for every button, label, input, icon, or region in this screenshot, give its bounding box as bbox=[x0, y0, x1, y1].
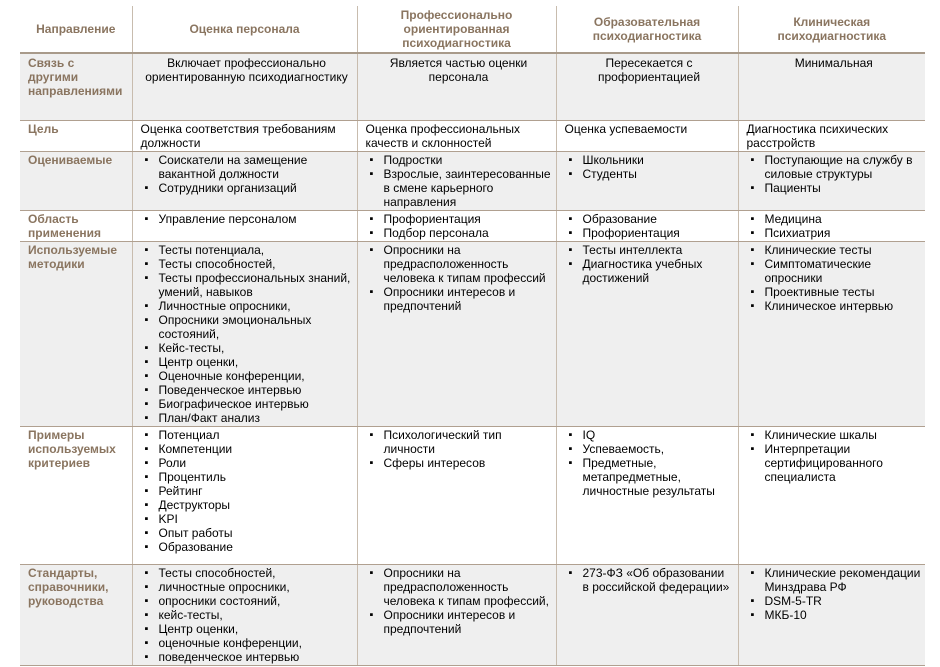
bullet-list bbox=[565, 153, 734, 181]
table-cell bbox=[556, 427, 738, 565]
list-item: ▪ Тесты потенциала, bbox=[141, 243, 353, 257]
header-professional-psychodiagnostics: Профессионально ориентированная психодиагностика bbox=[357, 6, 556, 53]
list-item: ▪ Компетенции bbox=[141, 442, 353, 456]
table-cell: Оценка успеваемости bbox=[556, 121, 738, 152]
bullet-list bbox=[366, 428, 552, 470]
list-item: ▪ поведенческое интервью bbox=[141, 650, 353, 664]
list-item: ▪ Клиническое интервью bbox=[747, 299, 922, 313]
row-label: Связь с другими направлениями bbox=[20, 53, 132, 121]
table-cell bbox=[738, 242, 925, 427]
list-item: ▪ кейс-тесты, bbox=[141, 608, 353, 622]
list-item: ▪ Пациенты bbox=[747, 181, 922, 195]
bullet-list bbox=[747, 243, 922, 313]
list-item: ▪ Тесты интеллекта bbox=[565, 243, 734, 257]
table-cell: Оценка профессиональных качеств и склонностей bbox=[357, 121, 556, 152]
list-item: ▪ МКБ-10 bbox=[747, 608, 922, 622]
list-item: ▪ KPI bbox=[141, 512, 353, 526]
list-item: ▪ Соискатели на замещение вакантной должности bbox=[141, 153, 353, 181]
list-item: ▪ Взрослые, заинтересованные в смене карьерного направления bbox=[366, 167, 552, 209]
bullet-list bbox=[565, 212, 734, 240]
table-cell: Диагностика психических расстройств bbox=[738, 121, 925, 152]
list-item: ▪ Клинические шкалы bbox=[747, 428, 922, 442]
list-item: ▪ Сферы интересов bbox=[366, 456, 552, 470]
list-item: ▪ Управление персоналом bbox=[141, 212, 353, 226]
list-item: ▪ DSM-5-TR bbox=[747, 594, 922, 608]
comparison-table bbox=[20, 6, 925, 666]
list-item: ▪ Подбор персонала bbox=[366, 226, 552, 240]
list-item: ▪ Центр оценки, bbox=[141, 355, 353, 369]
list-item: ▪ Опросники интересов и предпочтений bbox=[366, 285, 552, 313]
list-item: ▪ Тесты способностей, bbox=[141, 257, 353, 271]
row-label: Оцениваемые bbox=[20, 152, 132, 211]
bullet-list bbox=[141, 153, 353, 195]
list-item: ▪ Роли bbox=[141, 456, 353, 470]
table-cell bbox=[132, 152, 357, 211]
bullet-list bbox=[366, 212, 552, 240]
list-item: ▪ Образование bbox=[565, 212, 734, 226]
table-cell: Пересекается с профориентацией bbox=[556, 53, 738, 121]
row-label: Область применения bbox=[20, 211, 132, 242]
list-item: ▪ Рейтинг bbox=[141, 484, 353, 498]
list-item: ▪ Опросники на предрасположенность человека к типам профессий, bbox=[366, 566, 552, 608]
bullet-list bbox=[565, 243, 734, 285]
table-row bbox=[20, 242, 925, 427]
table-cell bbox=[556, 242, 738, 427]
list-item: ▪ Предметные, метапредметные, личностные результаты bbox=[565, 456, 734, 498]
list-item: ▪ Образование bbox=[141, 540, 353, 554]
bullet-list bbox=[141, 243, 353, 425]
table-cell bbox=[357, 211, 556, 242]
header-personnel-assessment: Оценка персонала bbox=[132, 6, 357, 53]
list-item: ▪ Опросники эмоциональных состояний, bbox=[141, 313, 353, 341]
table-cell bbox=[132, 242, 357, 427]
bullet-list bbox=[747, 566, 922, 622]
table-row bbox=[20, 53, 925, 121]
header-clinical-psychodiagnostics: Клиническая психодиагностика bbox=[738, 6, 925, 53]
row-label: Цель bbox=[20, 121, 132, 152]
table-row bbox=[20, 211, 925, 242]
list-item: ▪ Опыт работы bbox=[141, 526, 353, 540]
list-item: ▪ Студенты bbox=[565, 167, 734, 181]
header-row bbox=[20, 6, 925, 53]
bullet-list bbox=[141, 566, 353, 664]
list-item: ▪ Медицина bbox=[747, 212, 922, 226]
list-item: ▪ Кейс-тесты, bbox=[141, 341, 353, 355]
list-item: ▪ Личностные опросники, bbox=[141, 299, 353, 313]
table-cell bbox=[132, 211, 357, 242]
bullet-list bbox=[565, 428, 734, 498]
list-item: ▪ Симптоматические опросники bbox=[747, 257, 922, 285]
row-label: Примеры используемых критериев bbox=[20, 427, 132, 565]
table-cell bbox=[132, 427, 357, 565]
list-item: ▪ опросники состояний, bbox=[141, 594, 353, 608]
list-item: ▪ Профориентация bbox=[366, 212, 552, 226]
table-cell bbox=[738, 565, 925, 666]
bullet-list bbox=[141, 212, 353, 226]
list-item: ▪ Тесты способностей, bbox=[141, 566, 353, 580]
list-item: ▪ Процентиль bbox=[141, 470, 353, 484]
table-cell bbox=[556, 565, 738, 666]
table-cell bbox=[738, 427, 925, 565]
list-item: ▪ План/Факт анализ bbox=[141, 411, 353, 425]
list-item: ▪ Подростки bbox=[366, 153, 552, 167]
list-item: ▪ Школьники bbox=[565, 153, 734, 167]
list-item: ▪ IQ bbox=[565, 428, 734, 442]
row-label: Стандарты, справочники, руководства bbox=[20, 565, 132, 666]
list-item: ▪ Клинические тесты bbox=[747, 243, 922, 257]
bullet-list bbox=[366, 243, 552, 313]
table-cell bbox=[357, 565, 556, 666]
bullet-list bbox=[141, 428, 353, 554]
table-row bbox=[20, 427, 925, 565]
table-row bbox=[20, 152, 925, 211]
bullet-list bbox=[565, 566, 734, 594]
list-item: ▪ Психологический тип личности bbox=[366, 428, 552, 456]
list-item: ▪ Биографическое интервью bbox=[141, 397, 353, 411]
table-cell bbox=[357, 242, 556, 427]
table-cell: Является частью оценки персонала bbox=[357, 53, 556, 121]
bullet-list bbox=[366, 566, 552, 636]
table-row bbox=[20, 121, 925, 152]
bullet-list bbox=[747, 428, 922, 484]
list-item: ▪ Оценочные конференции, bbox=[141, 369, 353, 383]
list-item: ▪ Опросники на предрасположенность человека к типам профессий bbox=[366, 243, 552, 285]
table-row bbox=[20, 565, 925, 666]
bullet-list bbox=[747, 212, 922, 240]
list-item: ▪ Клинические рекомендации Минздрава РФ bbox=[747, 566, 922, 594]
list-item: ▪ Поведенческое интервью bbox=[141, 383, 353, 397]
list-item: ▪ Тесты профессиональных знаний, умений, навыков bbox=[141, 271, 353, 299]
table-cell bbox=[556, 211, 738, 242]
list-item: ▪ Потенциал bbox=[141, 428, 353, 442]
list-item: ▪ личностные опросники, bbox=[141, 580, 353, 594]
table-cell bbox=[132, 565, 357, 666]
list-item: ▪ Сотрудники организаций bbox=[141, 181, 353, 195]
table-cell bbox=[738, 152, 925, 211]
bullet-list bbox=[747, 153, 922, 195]
table-cell bbox=[357, 427, 556, 565]
list-item: ▪ Опросники интересов и предпочтений bbox=[366, 608, 552, 636]
list-item: ▪ Интерпретации сертифицированного специалиста bbox=[747, 442, 922, 484]
list-item: ▪ оценочные конференции, bbox=[141, 636, 353, 650]
list-item: ▪ Успеваемость, bbox=[565, 442, 734, 456]
header-direction: Направление bbox=[20, 6, 132, 53]
table-cell: Включает профессионально ориентированную психодиагностику bbox=[132, 53, 357, 121]
list-item: ▪ Проективные тесты bbox=[747, 285, 922, 299]
list-item: ▪ Деструкторы bbox=[141, 498, 353, 512]
table-cell bbox=[556, 152, 738, 211]
table-cell bbox=[738, 211, 925, 242]
list-item: ▪ Психиатрия bbox=[747, 226, 922, 240]
list-item: ▪ Диагностика учебных достижений bbox=[565, 257, 734, 285]
list-item: ▪ Центр оценки, bbox=[141, 622, 353, 636]
table-cell: Минимальная bbox=[738, 53, 925, 121]
list-item: ▪ Профориентация bbox=[565, 226, 734, 240]
header-educational-psychodiagnostics: Образовательная психодиагностика bbox=[556, 6, 738, 53]
list-item: ▪ Поступающие на службу в силовые структуры bbox=[747, 153, 922, 181]
table-cell: Оценка соответствия требованиям должности bbox=[132, 121, 357, 152]
bullet-list bbox=[366, 153, 552, 209]
row-label: Используемые методики bbox=[20, 242, 132, 427]
table-cell bbox=[357, 152, 556, 211]
list-item: ▪ 273-ФЗ «Об образовании в российской федерации» bbox=[565, 566, 734, 594]
